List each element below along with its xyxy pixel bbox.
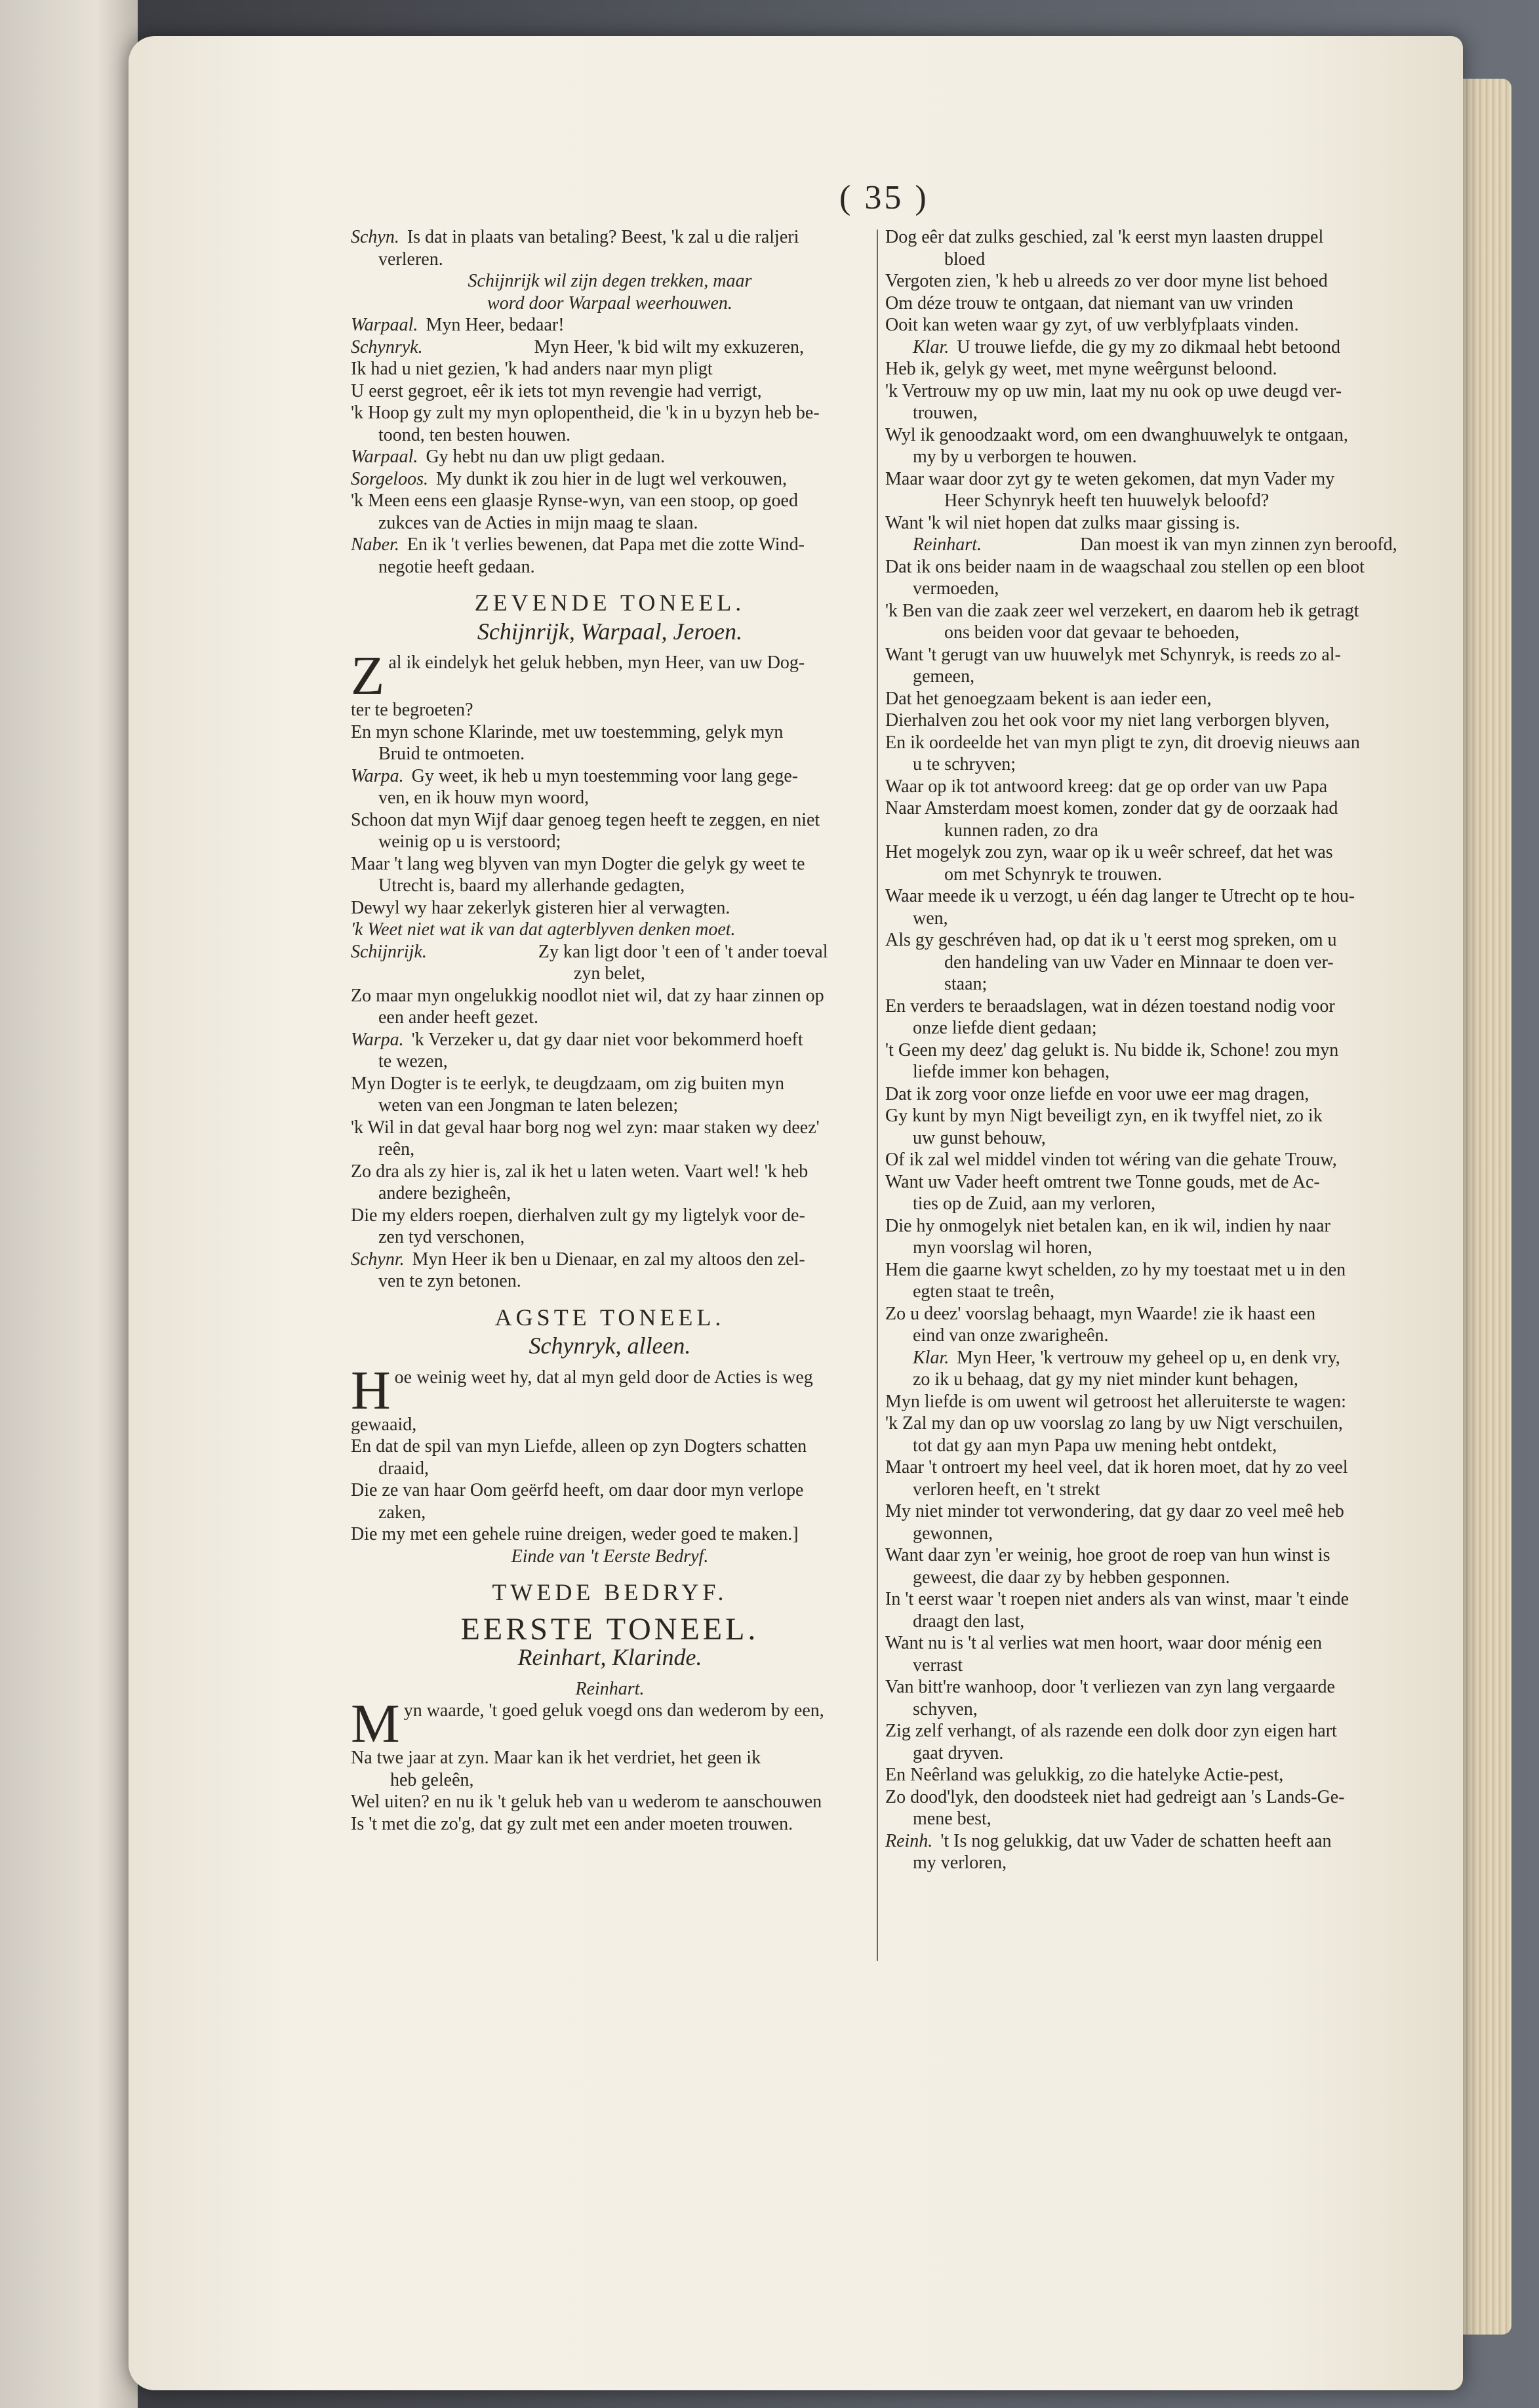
facing-page-edge [0, 0, 138, 2408]
text-line: u te schryven; [913, 754, 1016, 774]
speaker-name: Klar. [913, 336, 949, 357]
act-end-note: Einde van 't Eerste Bedryf. [511, 1546, 709, 1567]
text-line: Maar 't ontroert my heel veel, dat ik horen moet, dat hy zo veel [885, 1457, 1348, 1477]
right-column [885, 226, 1423, 1874]
text-line: Sorgeloos. My dunkt ik zou hier in de lugt wel verkouwen, [351, 468, 787, 489]
text-line: Dewyl wy haar zekerlyk gisteren hier al verwagten. [351, 897, 730, 918]
text-line: Die my met een gehele ruine dreigen, weder goed te maken.] [351, 1524, 799, 1544]
text-line: Want 'k wil niet hopen dat zulks maar gissing is. [885, 512, 1240, 533]
speaker-name: Warpa. [351, 765, 404, 786]
text-line: Bruid te ontmoeten. [378, 744, 525, 764]
text-line: 'k Weet niet wat ik van dat agterblyven denken moet. [351, 919, 736, 940]
text-line: geweest, die daar zy by hebben gesponnen. [913, 1567, 1230, 1588]
text-line: Myn Dogter is te eerlyk, te deugdzaam, om zig buiten myn [351, 1073, 784, 1094]
text-line: Vergoten zien, 'k heb u alreeds zo ver door myne list behoed [885, 271, 1328, 291]
text-line: weten van een Jongman te laten belezen; [378, 1095, 679, 1115]
text-line: Als gy geschréven had, op dat ik u 't eerst mog spreken, om u [885, 930, 1337, 950]
text-line: Dat ik ons beider naam in de waagschaal zou stellen op een bloot [885, 556, 1365, 577]
text-line: Dat het genoegzaam bekent is aan ieder een, [885, 688, 1212, 709]
text-line: Van bitt're wanhoop, door 't verliezen van zyn lang vergaarde [885, 1677, 1335, 1697]
text-line: andere bezigheên, [378, 1183, 511, 1203]
scene-heading: ZEVENDE TONEEL. [474, 590, 746, 616]
text-line: wen, [913, 908, 948, 929]
text-line: eind van onze zwarigheên. [913, 1325, 1109, 1346]
text-line: Wel uiten? en nu ik 't geluk heb van u wederom te aanschouwen [351, 1792, 822, 1812]
text-line: Naber. En ik 't verlies bewenen, dat Papa met die zotte Wind- [351, 534, 805, 555]
text-line: Is 't met die zo'g, dat gy zult met een ander moeten trouwen. [351, 1813, 793, 1834]
drop-cap: M [351, 1700, 400, 1747]
text-line: ties op de Zuid, aan my verloren, [913, 1194, 1156, 1214]
speaker-heading: Reinhart. [575, 1678, 645, 1699]
text-line: 'k Wil in dat geval haar borg nog wel zyn: maar staken wy deez' [351, 1117, 820, 1138]
drop-cap: Z [351, 652, 385, 699]
page-number: ( 35 ) [839, 179, 929, 216]
text-line: ven te zyn betonen. [378, 1271, 521, 1291]
text-line: negotie heeft gedaan. [378, 556, 535, 577]
text-line: 't Geen my deez' dag gelukt is. Nu bidde ik, Schone! zou myn [885, 1039, 1339, 1060]
text-line: staan; [944, 974, 988, 994]
text-line: Warpaal. Myn Heer, bedaar! [351, 315, 565, 335]
text-line: Dog eêr dat zulks geschied, zal 'k eerst myn laasten druppel [885, 227, 1324, 247]
text-line: Waar op ik tot antwoord kreeg: dat ge op order van uw Papa [885, 776, 1328, 797]
text-line: Ik had u niet gezien, 'k had anders naar myn pligt [351, 359, 713, 379]
text-line: draaid, [378, 1458, 429, 1479]
text-line: Wyl ik genoodzaakt word, om een dwanghuuwelyk te ontgaan, [885, 424, 1348, 445]
text-line: Myn liefde is om uwent wil getroost het alleruiterste te wagen: [885, 1391, 1346, 1412]
text-line: zen tyd verschonen, [378, 1227, 525, 1247]
text-line: Reinhart. Dan moest ik van myn zinnen zyn beroofd, [913, 534, 1397, 555]
text-line: kunnen raden, zo dra [944, 820, 1098, 841]
text-line: gemeen, [913, 666, 975, 687]
text-line: 'k Meen eens een glaasje Rynse-wyn, van een stoop, op goed [351, 491, 798, 511]
text-line: reên, [378, 1139, 415, 1159]
text-line: Zig zelf verhangt, of als razende een dolk door zyn eigen hart [885, 1721, 1337, 1741]
text-line: Ooit kan weten waar gy zyt, of uw verblyfplaats vinden. [885, 315, 1299, 335]
text-line: schyven, [913, 1698, 978, 1719]
left-column [351, 226, 869, 1835]
speaker-name: Sorgeloos. [351, 468, 428, 489]
text-line: Gy kunt by myn Nigt beveiligt zyn, en ik twyffel niet, zo ik [885, 1106, 1323, 1126]
speaker-name: Klar. [913, 1347, 949, 1368]
text-line: Hem die gaarne kwyt schelden, zo hy my toestaat met u in den [885, 1259, 1346, 1280]
text-line: 'k Ben van die zaak zeer wel verzekert, en daarom heb ik getragt [885, 600, 1359, 621]
text-line: bloed [944, 249, 986, 270]
column-divider [877, 230, 878, 1961]
scene-heading: EERSTE TONEEL. [460, 1611, 759, 1647]
stage-direction: word door Warpaal weerhouwen. [487, 292, 732, 313]
text-line: een ander heeft gezet. [378, 1007, 539, 1028]
text-line: Waar meede ik u verzogt, u één dag langer te Utrecht op te hou- [885, 886, 1355, 906]
text-line: Die ze van haar Oom geërfd heeft, om daar door myn verlope [351, 1480, 804, 1500]
text-line: zaken, [378, 1502, 426, 1523]
text-line: Maar waar door zyt gy te weten gekomen, dat myn Vader my [885, 468, 1335, 489]
text-line: te wezen, [378, 1051, 448, 1072]
text-line: Warpa. Gy weet, ik heb u myn toestemming voor lang gege- [351, 765, 799, 786]
cast-list: Schynryk, alleen. [529, 1333, 691, 1359]
text-line: den handeling van uw Vader en Minnaar te doen ver- [944, 952, 1334, 973]
text-line: Schynr. Myn Heer ik ben u Dienaar, en zal my altoos den zel- [351, 1249, 805, 1270]
stage-direction: Schijnrijk wil zijn degen trekken, maar [468, 271, 752, 291]
text-line: myn voorslag wil horen, [913, 1237, 1092, 1258]
text-line: In 't eerst waar 't roepen niet anders als van winst, maar 't einde [885, 1589, 1349, 1609]
text-line: Zo dood'lyk, den doodsteek niet had gedreigt aan 's Lands-Ge- [885, 1786, 1345, 1807]
text-line: Maar 't lang weg blyven van myn Dogter die gelyk gy weet te [351, 853, 805, 874]
text-line: Na twe jaar at zyn. Maar kan ik het verdriet, het geen ik [351, 1748, 761, 1768]
text-line: liefde immer kon behagen, [913, 1062, 1110, 1082]
text-line: Warpa. 'k Verzeker u, dat gy daar niet voor bekommerd hoeft [351, 1029, 803, 1050]
text-line: gewaaid, [351, 1414, 417, 1435]
text-line: my by u verborgen te houwen. [913, 447, 1137, 467]
text-line: 'k Zal my dan op uw voorslag zo lang by uw Nigt verschuilen, [885, 1413, 1343, 1434]
act-heading: TWEDE BEDRYF. [492, 1579, 728, 1605]
text-line: Reinh. 't Is nog gelukkig, dat uw Vader de schatten heeft aan [885, 1830, 1332, 1851]
speaker-name: Schyn. [351, 227, 399, 247]
text-line: ons beiden voor dat gevaar te behoeden, [944, 622, 1240, 643]
text-line: Want uw Vader heeft omtrent twe Tonne gouds, met de Ac- [885, 1171, 1320, 1192]
text-line: Die my elders roepen, dierhalven zult gy my ligtelyk voor de- [351, 1205, 805, 1226]
text-line: Zo dra als zy hier is, zal ik het u laten weten. Vaart wel! 'k heb [351, 1161, 809, 1182]
text-line: verleren. [378, 249, 443, 270]
text-line: Want 't gerugt van uw huuwelyk met Schynryk, is reeds zo al- [885, 644, 1341, 665]
text-line: Klar. U trouwe liefde, die gy my zo dikmaal hebt betoond [913, 336, 1340, 357]
text-line: Heer Schynryk heeft ten huuwelyk beloofd? [944, 491, 1269, 511]
text-line: Want daar zyn 'er weinig, hoe groot de roep van hun winst is [885, 1545, 1330, 1565]
text-line: om met Schynryk te trouwen. [944, 864, 1163, 885]
text-line: trouwen, [913, 403, 978, 423]
text-line: heb geleên, [390, 1769, 474, 1790]
text-line: Dat ik zorg voor onze liefde en voor uwe eer mag dragen, [885, 1083, 1309, 1104]
text-line: My niet minder tot verwondering, dat gy daar zo veel meê heb [885, 1501, 1344, 1521]
text-line: En Neêrland was gelukkig, zo die hatelyke Actie-pest, [885, 1765, 1284, 1785]
speaker-name: Warpaal. [351, 315, 418, 335]
speaker-name: Schynryk. [351, 336, 423, 357]
speaker-name: Warpa. [351, 1029, 404, 1050]
text-line: Warpaal. Gy hebt nu dan uw pligt gedaan. [351, 447, 666, 467]
text-line: Die hy onmogelyk niet betalen kan, en ik wil, indien hy naar [885, 1215, 1330, 1236]
text-line: gaat dryven. [913, 1742, 1004, 1763]
text-line: Zo u deez' voorslag behaagt, myn Waarde! zie ik haast een [885, 1303, 1316, 1324]
text-line: Het mogelyk zou zyn, waar op ik u weêr schreef, dat het was [885, 842, 1333, 862]
text-line: tot dat gy aan myn Papa uw mening hebt ontdekt, [913, 1435, 1277, 1456]
text-line: Schijnrijk. Zy kan ligt door 't een of 't ander toeval [351, 941, 828, 962]
cast-list: Schijnrijk, Warpaal, Jeroen. [477, 618, 743, 645]
text-line: uw gunst behouw, [913, 1127, 1046, 1148]
text-line: egten staat te treên, [913, 1281, 1055, 1302]
text-line: Schyn. Is dat in plaats van betaling? Beest, 'k zal u die raljeri [351, 227, 799, 247]
text-line: Of ik zal wel middel vinden tot wéring van die gehate Trouw, [885, 1150, 1337, 1170]
text-line: En myn schone Klarinde, met uw toestemming, gelyk myn [351, 721, 784, 742]
text-line: Dierhalven zou het ook voor my niet lang verborgen blyven, [885, 710, 1330, 731]
text-line: toond, ten besten houwen. [378, 424, 571, 445]
text-line: mene best, [913, 1809, 991, 1829]
text-line: ven, en ik houw myn woord, [378, 788, 590, 808]
text-line: En dat de spil van myn Liefde, alleen op zyn Dogters schatten [351, 1436, 807, 1456]
text-line: zukces van de Acties in mijn maag te slaan. [378, 512, 698, 533]
text-line: gewonnen, [913, 1523, 993, 1544]
speaker-name: Reinh. [885, 1830, 933, 1851]
text-line: Hoe weinig weet hy, dat al myn geld door de Acties is weg [351, 1366, 813, 1414]
speaker-name: Schynr. [351, 1249, 405, 1270]
scene-heading: AGSTE TONEEL. [494, 1304, 725, 1331]
text-line: Want nu is 't al verlies wat men hoort, waar door ménig een [885, 1633, 1323, 1653]
speaker-name: Reinhart. [913, 534, 982, 555]
text-line: Schoon dat myn Wijf daar genoeg tegen heeft te zeggen, en niet [351, 809, 820, 830]
text-line: Heb ik, gelyk gy weet, met myne weêrgunst beloond. [885, 359, 1277, 379]
text-line: 'k Vertrouw my op uw min, laat my nu ook op uwe deugd ver- [885, 380, 1342, 401]
text-line: weinig op u is verstoord; [378, 832, 561, 852]
text-line: Om déze trouw te ontgaan, dat niemant van uw vrinden [885, 292, 1294, 313]
text-line: Klar. Myn Heer, 'k vertrouw my geheel op u, en denk vry, [913, 1347, 1340, 1368]
speaker-name: Schijnrijk. [351, 941, 427, 962]
drop-cap: H [351, 1366, 391, 1414]
text-line: Zal ik eindelyk het geluk hebben, myn Heer, van uw Dog- [351, 652, 805, 699]
speaker-name: Warpaal. [351, 447, 418, 467]
text-line: onze liefde dient gedaan; [913, 1018, 1097, 1038]
text-line: Naar Amsterdam moest komen, zonder dat gy de oorzaak had [885, 798, 1338, 818]
text-line: vermoeden, [913, 578, 999, 599]
text-line: zyn belet, [574, 963, 645, 984]
text-line: Myn waarde, 't goed geluk voegd ons dan wederom by een, [351, 1700, 824, 1747]
text-line: zo ik u behaag, dat gy my niet minder kunt behagen, [913, 1369, 1298, 1390]
text-line: draagt den last, [913, 1611, 1025, 1632]
speaker-name: Naber. [351, 534, 399, 555]
text-line: U eerst gegroet, eêr ik iets tot myn revengie had verrigt, [351, 380, 762, 401]
text-line: Zo maar myn ongelukkig noodlot niet wil, dat zy haar zinnen op [351, 985, 824, 1006]
text-line: En verders te beraadslagen, wat in dézen toestand nodig voor [885, 995, 1335, 1016]
text-line: verloren heeft, en 't strekt [913, 1479, 1100, 1500]
text-line: my verloren, [913, 1853, 1007, 1873]
cast-list: Reinhart, Klarinde. [517, 1644, 702, 1670]
text-line: Utrecht is, baard my allerhande gedagten, [378, 875, 685, 896]
text-line: En ik oordeelde het van myn pligt te zyn, dit droevig nieuws aan [885, 732, 1360, 753]
text-line: verrast [913, 1655, 963, 1676]
text-line: Schynryk. Myn Heer, 'k bid wilt my exkuzeren, [351, 336, 804, 357]
text-line: ter te begroeten? [351, 700, 473, 720]
text-line: 'k Hoop gy zult my myn oplopentheid, die 'k in u byzyn heb be- [351, 403, 820, 423]
